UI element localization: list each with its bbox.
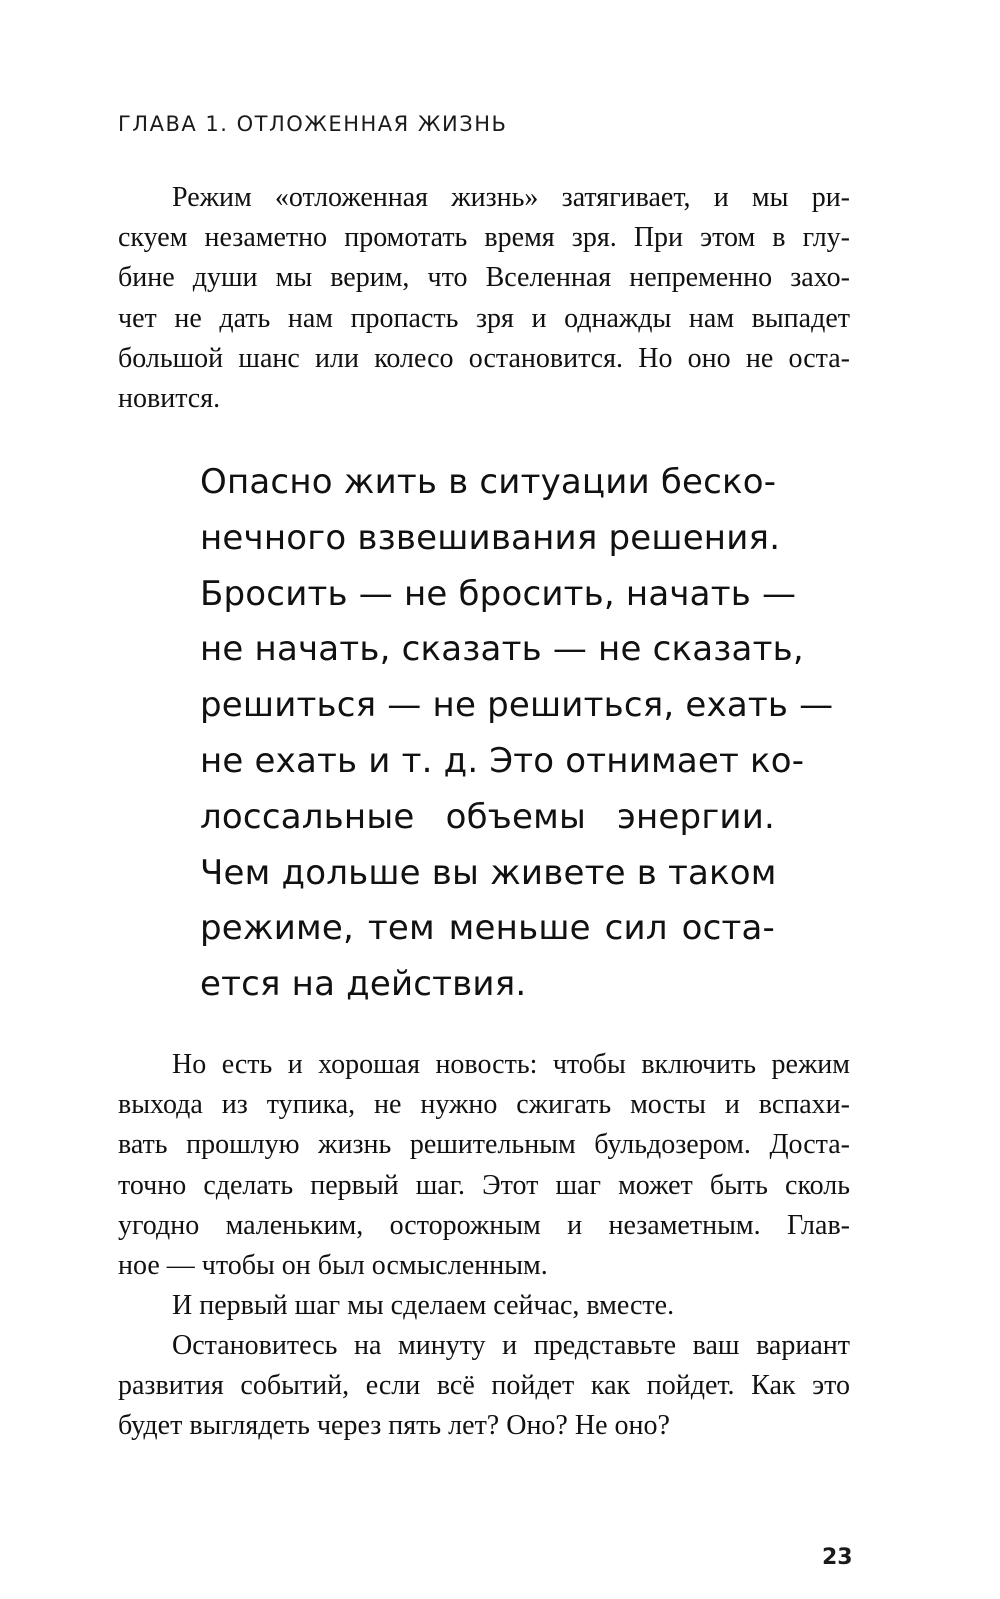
text-line: угодно маленьким, осторожным и незаметным. Глав- [118, 1209, 850, 1241]
text-line: выхода из тупика, не нужно сжигать мосты и вспахи- [118, 1089, 850, 1121]
paragraph-imagine [118, 1326, 850, 1447]
quote-line: Чем дольше вы живете в таком [200, 852, 777, 893]
paragraph-first-step [118, 1286, 850, 1326]
text-line: новится. [118, 383, 221, 415]
text-line: И первый шаг мы сделаем сейчас, вместе. [172, 1290, 675, 1321]
text-line: Режим «отложенная жизнь» затягивает, и мы ри- [172, 182, 850, 213]
chapter-header: ГЛАВА 1. ОТЛОЖЕННАЯ ЖИЗНЬ [118, 112, 508, 136]
text-line: скуем незаметно промотать время зря. При этом в глу- [118, 222, 850, 254]
quote-line: лоссальные объемы энергии. [200, 796, 775, 837]
text-line: будет выглядеть через пять лет? Оно? Не оно? [118, 1410, 670, 1442]
page-number: 23 [822, 1545, 853, 1570]
text-line: ное — чтобы он был осмысленным. [118, 1250, 548, 1282]
paragraph-good-news [118, 1045, 850, 1286]
quote-line: не начать, сказать — не сказать, [200, 629, 804, 670]
text-line: точно сделать первый шаг. Этот шаг может быть сколь [118, 1169, 850, 1201]
text-line: бине души мы верим, что Вселенная непременно захо- [118, 262, 850, 294]
text-line: Но есть и хорошая новость: чтобы включить режим [172, 1049, 850, 1080]
text-line: вать прошлую жизнь решительным бульдозером. Доста- [118, 1129, 850, 1161]
quote-line: Бросить — не бросить, начать — [200, 573, 797, 614]
text-line: развития событий, если всё пойдет как пойдет. Как это [118, 1370, 850, 1402]
quote-line: не ехать и т. д. Это отнимает ко- [200, 740, 805, 781]
quote-line: нечного взвешивания решения. [200, 517, 781, 558]
text-line: Остановитесь на минуту и представьте ваш вариант [172, 1330, 850, 1361]
text-line: большой шанс или колесо остановится. Но оно не оста- [118, 342, 850, 374]
quote-line: режиме, тем меньше сил оста- [200, 908, 775, 949]
text-line: чет не дать нам пропасть зря и однажды нам выпадет [118, 302, 850, 334]
pull-quote [200, 455, 834, 1013]
quote-line: ется на действия. [200, 964, 527, 1005]
paragraph-deferred-life [118, 178, 850, 419]
quote-line: Опасно жить в ситуации беско- [200, 462, 777, 502]
quote-line: решиться — не решиться, ехать — [200, 685, 834, 726]
